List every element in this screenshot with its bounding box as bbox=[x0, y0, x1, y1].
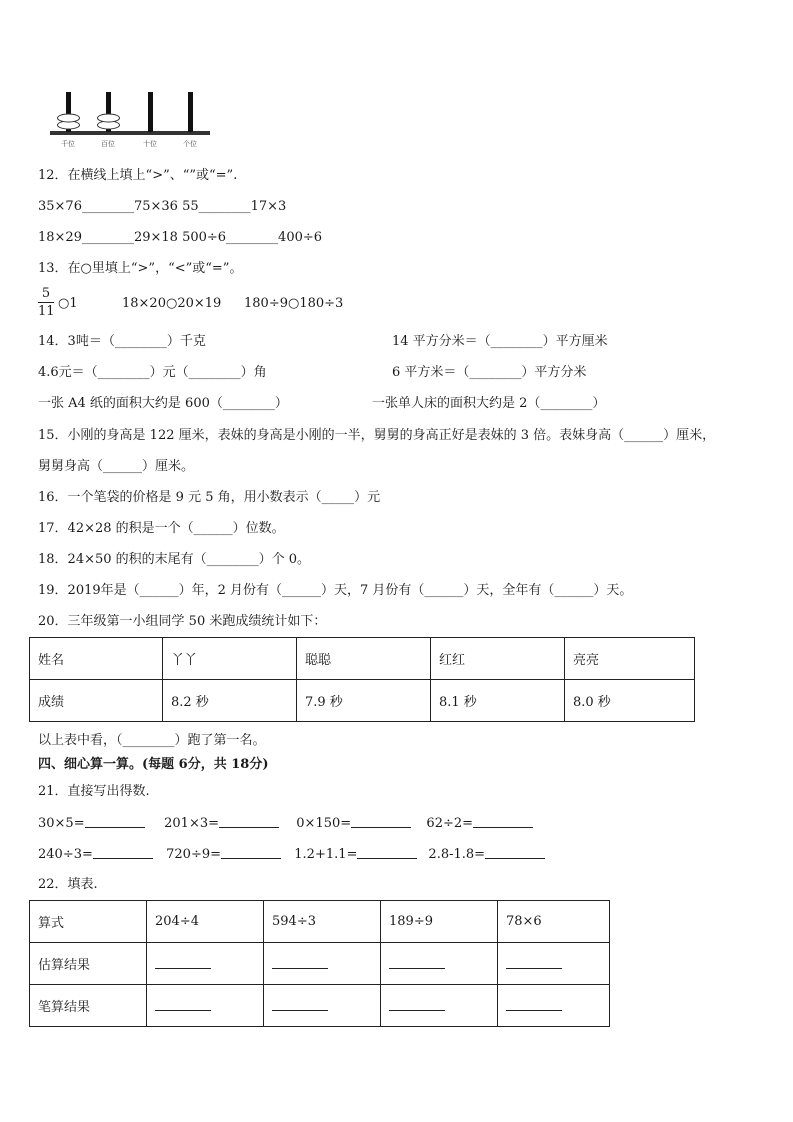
q13-title: 13．在○里填上“>”，“<”或“=”。 bbox=[38, 261, 243, 276]
calc-item: 1.2+1.1= bbox=[294, 846, 424, 863]
abacus-label: 千位 bbox=[61, 140, 75, 148]
answer-blank[interactable] bbox=[147, 943, 264, 985]
q17: 17．42×28 的积是一个（______）位数。 bbox=[38, 521, 285, 536]
q19: 19．2019年是（______）年，2 月份有（______）天，7 月份有（______）天，全年有（______）天。 bbox=[38, 583, 633, 598]
q21-row1 bbox=[38, 815, 552, 832]
q20-footer: 以上表中看，（________）跑了第一名。 bbox=[38, 733, 266, 748]
q14-row1-left: 14．3吨＝（________）千克 bbox=[38, 334, 206, 349]
answer-blank[interactable] bbox=[264, 985, 381, 1027]
run-score-table bbox=[29, 637, 695, 722]
q13-compare3: 180÷9○180÷3 bbox=[244, 296, 344, 311]
calc-item: 201×3= bbox=[164, 815, 290, 832]
q21-title: 21．直接写出得数. bbox=[38, 784, 150, 799]
abacus-bead bbox=[98, 114, 120, 122]
answer-blank[interactable] bbox=[498, 943, 610, 985]
abacus-base bbox=[50, 131, 210, 135]
answer-blank[interactable] bbox=[381, 985, 498, 1027]
q15-line2: 舅舅身高（______）厘米。 bbox=[38, 459, 195, 474]
q13-compare2: 18×20○20×19 bbox=[122, 296, 222, 311]
fraction-bar bbox=[38, 302, 54, 303]
fraction-5-11 bbox=[38, 286, 54, 319]
calc-item: 30×5= bbox=[38, 815, 158, 832]
table-cell: 8.0 秒 bbox=[565, 680, 695, 722]
q18: 18．24×50 的积的末尾有（________）个 0。 bbox=[38, 552, 311, 567]
abacus-figure bbox=[50, 88, 210, 148]
calc-item: 2.8-1.8= bbox=[428, 846, 554, 863]
table-cell: 丫丫 bbox=[163, 638, 297, 680]
fraction-denominator: 11 bbox=[38, 304, 55, 319]
answer-blank[interactable] bbox=[381, 943, 498, 985]
q12-title: 12．在横线上填上“>”、“”或“=”. bbox=[38, 168, 238, 183]
table-cell: 189÷9 bbox=[381, 901, 498, 943]
table-cell: 78×6 bbox=[498, 901, 610, 943]
table-cell: 8.2 秒 bbox=[163, 680, 297, 722]
table-cell: 204÷4 bbox=[147, 901, 264, 943]
table-cell: 7.9 秒 bbox=[297, 680, 431, 722]
table-row bbox=[30, 985, 610, 1027]
table-cell: 8.1 秒 bbox=[431, 680, 565, 722]
calc-item: 0×150= bbox=[296, 815, 422, 832]
q22-title: 22．填表. bbox=[38, 877, 98, 892]
table-cell: 笔算结果 bbox=[30, 985, 147, 1027]
table-row bbox=[30, 901, 610, 943]
table-row bbox=[30, 638, 695, 680]
table-cell: 亮亮 bbox=[565, 638, 695, 680]
table-cell: 算式 bbox=[30, 901, 147, 943]
q14-row3-left: 一张 A4 纸的面积大约是 600（________） bbox=[38, 396, 288, 411]
q12-row1: 35×76________75×36 55________17×3 bbox=[38, 199, 287, 214]
answer-blank[interactable] bbox=[264, 943, 381, 985]
q14-row2-right: 6 平方米＝（________）平方分米 bbox=[392, 365, 587, 380]
table-row bbox=[30, 680, 695, 722]
abacus-label: 百位 bbox=[101, 140, 115, 148]
q16: 16．一个笔袋的价格是 9 元 5 角，用小数表示（_____）元 bbox=[38, 490, 381, 505]
answer-blank[interactable] bbox=[498, 985, 610, 1027]
q21-row2 bbox=[38, 846, 554, 863]
estimate-table bbox=[29, 900, 610, 1027]
table-cell: 成绩 bbox=[30, 680, 163, 722]
answer-blank[interactable] bbox=[147, 985, 264, 1027]
table-row bbox=[30, 943, 610, 985]
calc-item: 240÷3= bbox=[38, 846, 162, 863]
q14-row3-right: 一张单人床的面积大约是 2（________） bbox=[372, 396, 606, 411]
calc-item: 62÷2= bbox=[426, 815, 552, 832]
q20-title: 20．三年级第一小组同学 50 米跑成绩统计如下： bbox=[38, 614, 327, 629]
abacus-rod-tens bbox=[148, 92, 153, 132]
table-cell: 姓名 bbox=[30, 638, 163, 680]
table-cell: 估算结果 bbox=[30, 943, 147, 985]
table-cell: 594÷3 bbox=[264, 901, 381, 943]
calc-item: 720÷9= bbox=[166, 846, 288, 863]
table-cell: 聪聪 bbox=[297, 638, 431, 680]
q13-compare1: ○1 bbox=[58, 296, 78, 311]
abacus-label: 十位 bbox=[143, 140, 157, 148]
abacus-rod-ones bbox=[188, 92, 193, 132]
q12-row2: 18×29________29×18 500÷6________400÷6 bbox=[38, 230, 323, 245]
table-cell: 红红 bbox=[431, 638, 565, 680]
section-heading: 四、细心算一算。(每题 6分，共 18分) bbox=[38, 757, 269, 772]
fraction-numerator: 5 bbox=[41, 286, 51, 301]
abacus-bead bbox=[58, 114, 80, 122]
q14-row2-left: 4.6元＝（________）元（________）角 bbox=[38, 365, 267, 380]
q14-row1-right: 14 平方分米＝（________）平方厘米 bbox=[392, 334, 608, 349]
abacus-label: 个位 bbox=[183, 140, 197, 148]
q15-line1: 15．小刚的身高是 122 厘米，表妹的身高是小刚的一半，舅舅的身高正好是表妹的 3 倍。表妹身高（______）厘米， bbox=[38, 428, 716, 443]
